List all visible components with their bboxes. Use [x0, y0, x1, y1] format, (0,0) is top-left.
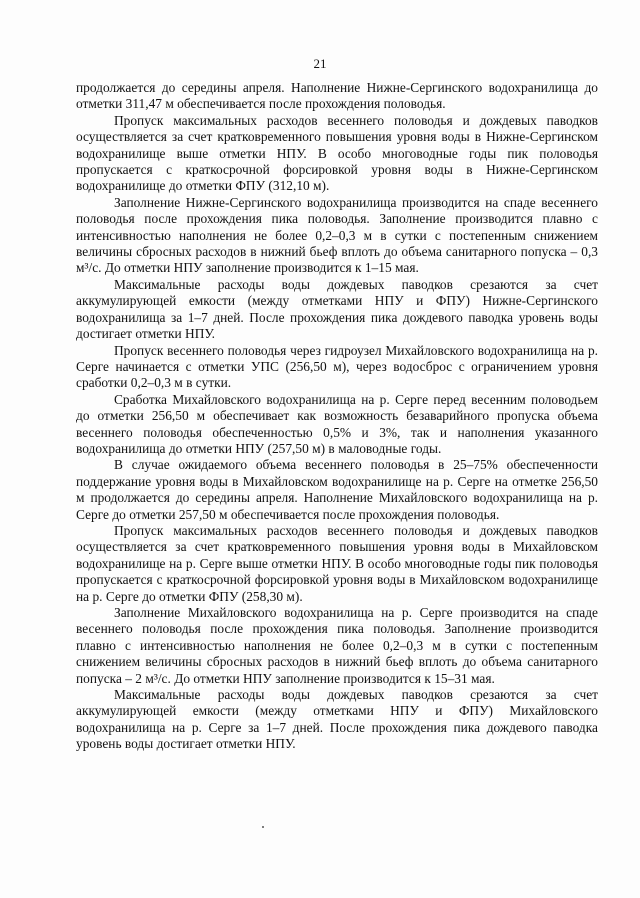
paragraph: Пропуск весеннего половодья через гидроузел Михайловского водохранилища на р. Серге начинается с отметки УПС (256,50 м), через водосброс с ограничением уровня сработки 0,2–0,3 м в сутки. — [76, 342, 598, 391]
paragraph: Заполнение Нижне-Сергинского водохранилища производится на спаде весеннего половодья после прохождения пика половодья. Заполнение производится плавно с интенсивностью наполнения не более 0,2–0,3 м в сутки с постепенным снижением величины сбросных расходов в нижний бьеф вплоть до объема санитарного попуска – 0,3 м³/с. До отметки НПУ заполнение производится к 1–15 мая. — [76, 194, 598, 276]
paragraph: Заполнение Михайловского водохранилища на р. Серге производится на спаде весеннего половодья после прохождения пика половодья. Заполнение производится плавно с интенсивностью наполнения не более 0,2–0,3 м в сутки с постепенным снижением величины сбросных расходов в нижний бьеф вплоть до объема санитарного попуска – 2 м³/с. До отметки НПУ заполнение производится к 15–31 мая. — [76, 605, 598, 686]
paragraph: Максимальные расходы воды дождевых паводков срезаются за счет аккумулирующей емкости (между отметками НПУ и ФПУ) Нижне-Сергинского водохранилища за 1–7 дней. После прохождения пика дождевого паводка уровень воды достигает отметки НПУ. — [76, 276, 598, 342]
body-text — [76, 80, 598, 753]
paragraph: Пропуск максимальных расходов весеннего половодья и дождевых паводков осуществляется за счет кратковременного повышения уровня воды в Михайловском водохранилище на р. Серге выше отметки НПУ. В особо многоводные годы пик половодья пропускается с краткосрочной форсировкой уровня воды в Михайловском водохранилище на р. Серге до отметки ФПУ (258,30 м). — [76, 522, 598, 604]
paragraph: Максимальные расходы воды дождевых паводков срезаются за счет аккумулирующей емкости (между отметками НПУ и ФПУ) Михайловского водохранилища на р. Серге за 1–7 дней. После прохождения пика дождевого паводка уровень воды достигает отметки НПУ. — [76, 687, 598, 752]
paragraph: Пропуск максимальных расходов весеннего половодья и дождевых паводков осуществляется за счет кратковременного повышения уровня воды в Нижне-Сергинском водохранилище выше отметки НПУ. В особо многоводные годы пик половодья пропускается с краткосрочной форсировкой уровня воды в Нижне-Сергинском водохранилище до отметки ФПУ (312,10 м). — [76, 112, 598, 194]
paragraph: Сработка Михайловского водохранилища на р. Серге перед весенним половодьем до отметки 256,50 м обеспечивает как возможность безаварийного пропуска объема весеннего половодья обеспеченностью 0,5% и 3%, так и наполнения указанного водохранилища до отметки НПУ (257,50 м) в маловодные годы. — [76, 391, 598, 456]
paragraph: В случае ожидаемого объема весеннего половодья в 25–75% обеспеченности поддержание уровня воды в Михайловском водохранилище на р. Серге на отметке 256,50 м продолжается до середины апреля. Наполнение Михайловского водохранилища на р. Серге до отметки 257,50 м обеспечивается после прохождения половодья. — [76, 457, 598, 522]
scan-speck — [262, 826, 264, 828]
paragraph: продолжается до середины апреля. Наполнение Нижне-Сергинского водохранилища до отметки 311,47 м обеспечивается после прохождения половодья. — [76, 80, 598, 112]
page-number: 21 — [313, 56, 327, 71]
